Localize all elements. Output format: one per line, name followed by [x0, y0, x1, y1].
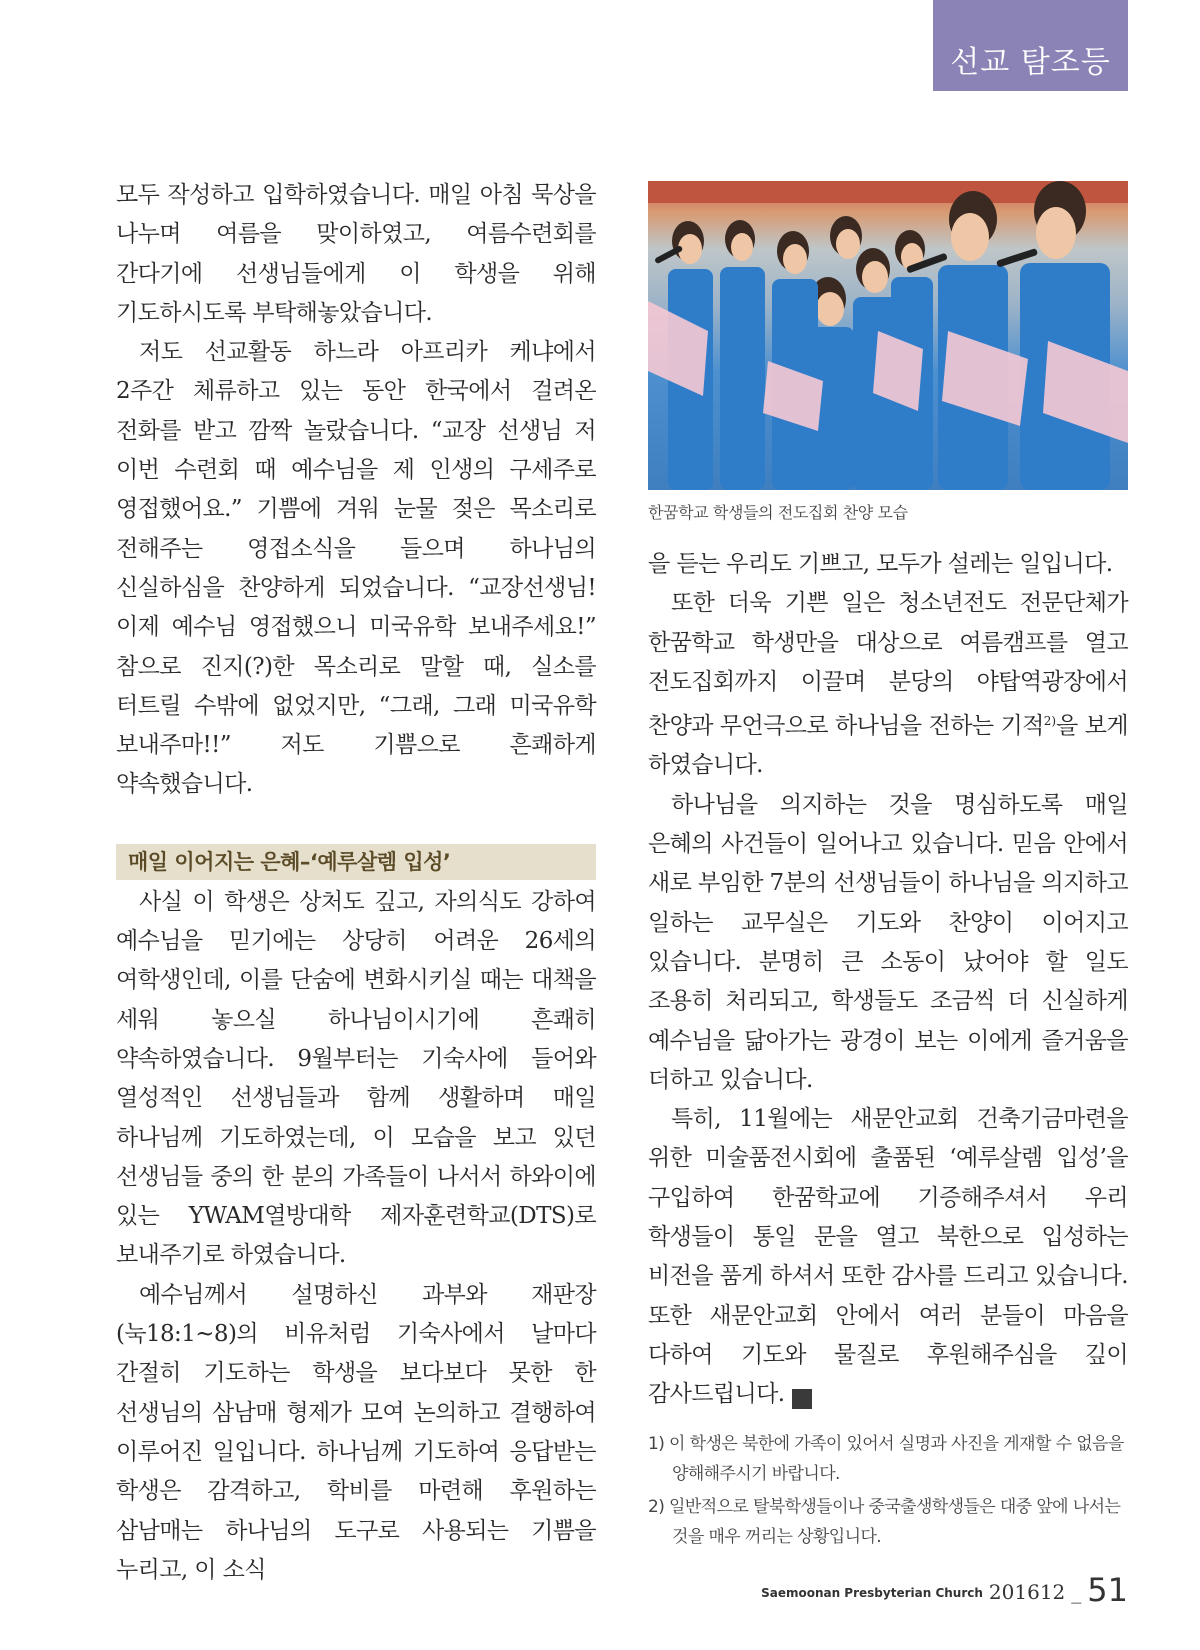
left-paragraph-3: 사실 이 학생은 상처도 깊고, 자의식도 강하여 예수님을 믿기에는 상당히 어려운 26세의 여학생인데, 이를 단숨에 변화시키실 때는 대책을 세워 놓으실 하나님이시기에 흔쾌히 약속하였습니다. 9월부터는 기숙사에 들어와 열성적인 선생님들과 함께 생활하며 매일 하나님께 기도하였는데, 이 모습을 보고 있던 선생님들 중의 한 분의 가족들이 나서서 하와이에 있는 YWAM열방대학 제자훈련학교(DTS)로 보내주기로 하였습니다. — [116, 888, 596, 1269]
section-tab — [933, 0, 1128, 91]
choir-photo — [648, 181, 1128, 490]
right-paragraph-4 — [648, 1100, 1128, 1414]
footnotes — [648, 1429, 1128, 1555]
left-column — [116, 176, 596, 1590]
photo-caption: 한꿈학교 학생들의 전도집회 찬양 모습 — [648, 503, 908, 522]
end-mark-icon: 새 — [792, 1389, 812, 1409]
left-paragraph-2: 저도 선교활동 하느라 아프리카 케냐에서 2주간 체류하고 있는 동안 한국에서 걸려온 전화를 받고 깜짝 놀랐습니다. “교장 선생님 저 이번 수련회 때 예수님을 제 인생의 구세주로 영접했어요.” 기쁨에 겨워 눈물 젖은 목소리로 전해주는 영접소식을 들으며 하나님의 신실하심을 찬양하게 되었습니다. “교장선생님! 이제 예수님 영접했으니 미국유학 보내주세요!” 참으로 진지(?)한 목소리로 말할 때, 실소를 터트릴 수밖에 없었지만, “그래, 그래 미국유학 보내주마!!” 저도 기쁨으로 흔쾌하게 약속했습니다. — [116, 339, 596, 798]
right-paragraph-3: 하나님을 의지하는 것을 명심하도록 매일 은혜의 사건들이 일어나고 있습니다. 믿음 안에서 새로 부임한 7분의 선생님들이 하나님을 의지하고 일하는 교무실은 기도와 찬양이 이어지고 있습니다. 분명히 큰 소동이 났어야 할 일도 조용히 처리되고, 학생들도 조금씩 더 신실하게 예수님을 닮아가는 광경이 보는 이에게 즐거움을 더하고 있습니다. — [648, 791, 1128, 1093]
right-column — [648, 181, 1128, 1415]
footer-separator: _ — [1071, 1580, 1082, 1604]
footnote-1: 1) 이 학생은 북한에 가족이 있어서 실명과 사진을 게재할 수 없음을 양해해주시기 바랍니다. — [648, 1434, 1124, 1484]
footnote-2: 2) 일반적으로 탈북학생들이나 중국출생학생들은 대중 앞에 나서는 것을 매우 꺼리는 상황입니다. — [648, 1497, 1121, 1547]
footnote-ref-2: 2) — [1043, 714, 1057, 729]
left-paragraph-1: 모두 작성하고 입학하였습니다. 매일 아침 묵상을 나누며 여름을 맞이하였고, 여름수련회를 간다기에 선생님들에게 이 학생을 위해 기도하시도록 부탁해놓았습니다. — [116, 182, 596, 326]
page-number: 51 — [1087, 1571, 1128, 1609]
section-tab-label: 선교 탐조등 — [950, 45, 1111, 80]
right-paragraph-1: 을 듣는 우리도 기쁘고, 모두가 설레는 일입니다. — [648, 551, 1113, 577]
page-footer — [761, 1571, 1128, 1609]
footer-church-name: Saemoonan Presbyterian Church — [761, 1586, 983, 1600]
footer-issue-date: 201612 — [988, 1580, 1066, 1604]
left-paragraph-4: 예수님께서 설명하신 과부와 재판장(눅18:1~8)의 비유처럼 기숙사에서 날마다 간절히 기도하는 학생을 보다보다 못한 한 선생님의 삼남매 형제가 모여 논의하고 결행하여 이루어진 일입니다. 하나님께 기도하여 응답받는 학생은 감격하고, 학비를 마련해 후원하는 삼남매는 하나님의 도구로 사용되는 기쁨을 누리고, 이 소식 — [116, 1281, 596, 1583]
right-paragraph-2 — [648, 584, 1128, 785]
right-paragraph-4-text: 특히, 11월에는 새문안교회 건축기금마련을 위한 미술품전시회에 출품된 ‘예루살렘 입성’을 구입하여 한꿈학교에 기증해주셔서 우리 학생들이 통일 문을 열고 북한으로 입성하는 비전을 품게 하셔서 또한 감사를 드리고 있습니다. 또한 새문안교회 안에서 여러 분들이 마음을 다하여 기도와 물질로 후원해주심을 깊이 감사드립니다. — [648, 1106, 1128, 1408]
right-paragraph-2-text: 또한 더욱 기쁜 일은 청소년전도 전문단체가 한꿈학교 학생만을 대상으로 여름캠프를 열고 전도집회까지 이끌며 분당의 야탑역광장에서 찬양과 무언극으로 하나님을 전하는 기적 — [648, 590, 1128, 740]
section-subheading: 매일 이어지는 은혜–‘예루살렘 입성’ — [116, 844, 596, 880]
choir-photo-illustration — [648, 181, 1128, 490]
right-paragraph-2-end: 을 보게 하였습니다. — [648, 713, 1128, 779]
